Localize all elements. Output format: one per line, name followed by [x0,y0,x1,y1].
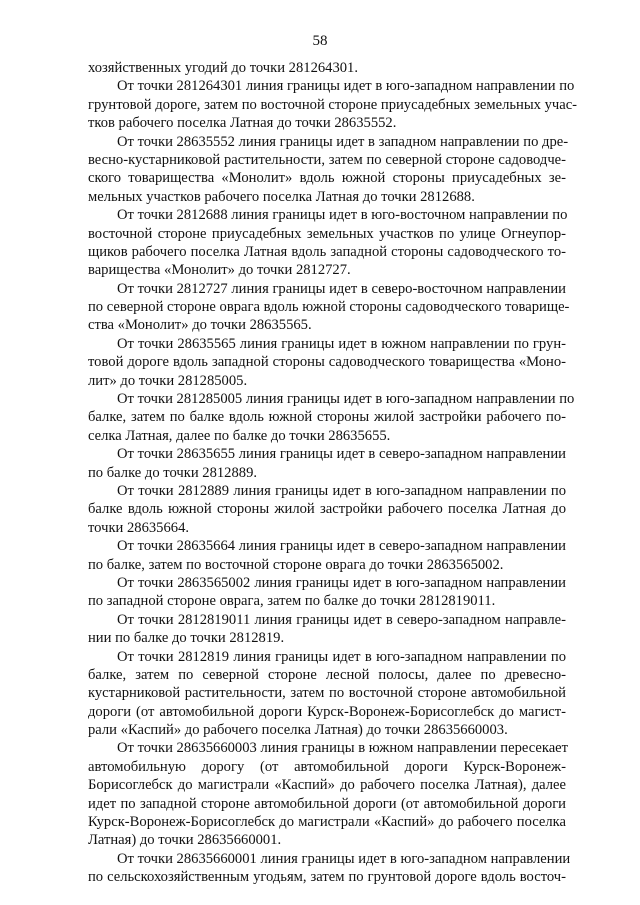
text-line: От точки 281285005 линия границы идет в юго-западном направлении по [117,391,575,408]
text-line: От точки 28635664 линия границы идет в северо-западном направлении [117,538,566,555]
text-line: От точки 28635660001 линия границы идет в юго-западном направлении [117,850,571,867]
text-line: восточной стороне приусадебных земельных участков по улице Огнеупор- [88,225,566,242]
text-line: дороги (от автомобильной дороги Курск-Воронеж-Борисоглебск до магист- [88,703,566,720]
text-line: варищества «Монолит» до точки 2812727. [88,262,351,279]
text-line: От точки 2812819 линия границы идет в юго-западном направлении по [117,648,566,665]
text-line: От точки 28635565 линия границы идет в южном направлении по грун- [117,335,566,352]
text-line: Борисоглебск до магистрали «Каспий» до рабочего поселка Латная), далее [88,777,566,794]
text-line: балке, затем по северной стороне лесной полосы, далее по древесно- [88,666,566,683]
text-line: ства «Монолит» до точки 28635565. [88,317,312,334]
text-line: нии по балке до точки 2812819. [88,630,285,647]
text-line: по северной стороне оврага вдоль южной стороны садоводческого товарище- [88,299,570,316]
text-line: точки 28635664. [88,519,190,536]
text-line: лит» до точки 281285005. [88,372,248,389]
text-line: грунтовой дороге, затем по восточной стороне приусадебных земельных учас- [88,96,578,113]
text-line: От точки 2812889 линия границы идет в юго-западном направлении по [117,482,566,499]
text-line: по балке, затем по восточной стороне оврага до точки 2863565002. [88,556,504,573]
text-line: Курск-Воронеж-Борисоглебск до магистрали «Каспий» до рабочего поселка [88,814,566,831]
page-number: 58 [312,33,328,49]
text-line: по западной стороне оврага, затем по балке до точки 2812819011. [88,593,496,610]
text-line: селка Латная, далее по балке до точки 28635655. [88,427,391,444]
text-line: идет по западной стороне автомобильной дороги (от автомобильной дороги [88,795,566,812]
text-line: От точки 2863565002 линия границы идет в юго-западном направлении [117,574,566,591]
text-line: балке, затем по балке вдоль южной стороны жилой застройки рабочего по- [88,409,566,426]
text-line: От точки 2812688 линия границы идет в юго-восточном направлении по [117,207,568,224]
text-line: От точки 28635552 линия границы идет в западном направлении по дре- [117,133,569,150]
text-line: щиков рабочего поселка Латная вдоль западной стороны садоводческого то- [88,243,566,260]
text-line: кустарниковой растительности, затем по восточной стороне автомобильной [88,685,566,702]
text-line: весно-кустарниковой растительности, затем по северной стороне садоводче- [88,151,566,168]
document-body [88,59,578,887]
text-line: по балке до точки 2812889. [88,464,258,481]
text-line: От точки 28635660003 линия границы в южном направлении пересекает [117,740,569,757]
text-line: ского товарищества «Монолит» вдоль южной стороны приусадебных зе- [88,170,566,187]
text-line: От точки 281264301 линия границы идет в юго-западном направлении по [117,78,575,95]
text-line: товой дороге вдоль западной стороны садоводческого товарищества «Моно- [88,354,566,371]
text-line: От точки 2812819011 линия границы идет в северо-западном направле- [117,611,566,628]
text-line: От точки 2812727 линия границы идет в северо-восточном направлении [117,280,566,297]
text-line: по сельскохозяйственным угодьям, затем по грунтовой дороге вдоль восточ- [88,869,566,886]
text-line: мельных участков рабочего поселка Латная до точки 2812688. [88,188,475,205]
text-line: Латная) до точки 28635660001. [88,832,282,849]
text-line: От точки 28635655 линия границы идет в северо-западном направлении [117,446,566,463]
text-line: балке вдоль южной стороны жилой застройки рабочего поселка Латная до [88,501,566,518]
text-line: автомобильную дорогу (от автомобильной дороги Курск-Воронеж- [88,758,566,775]
text-line: хозяйственных угодий до точки 281264301. [88,60,359,76]
text-line: рали «Каспий» до рабочего поселка Латная) до точки 28635660003. [88,722,508,739]
text-line: тков рабочего поселка Латная до точки 28635552. [88,115,397,132]
